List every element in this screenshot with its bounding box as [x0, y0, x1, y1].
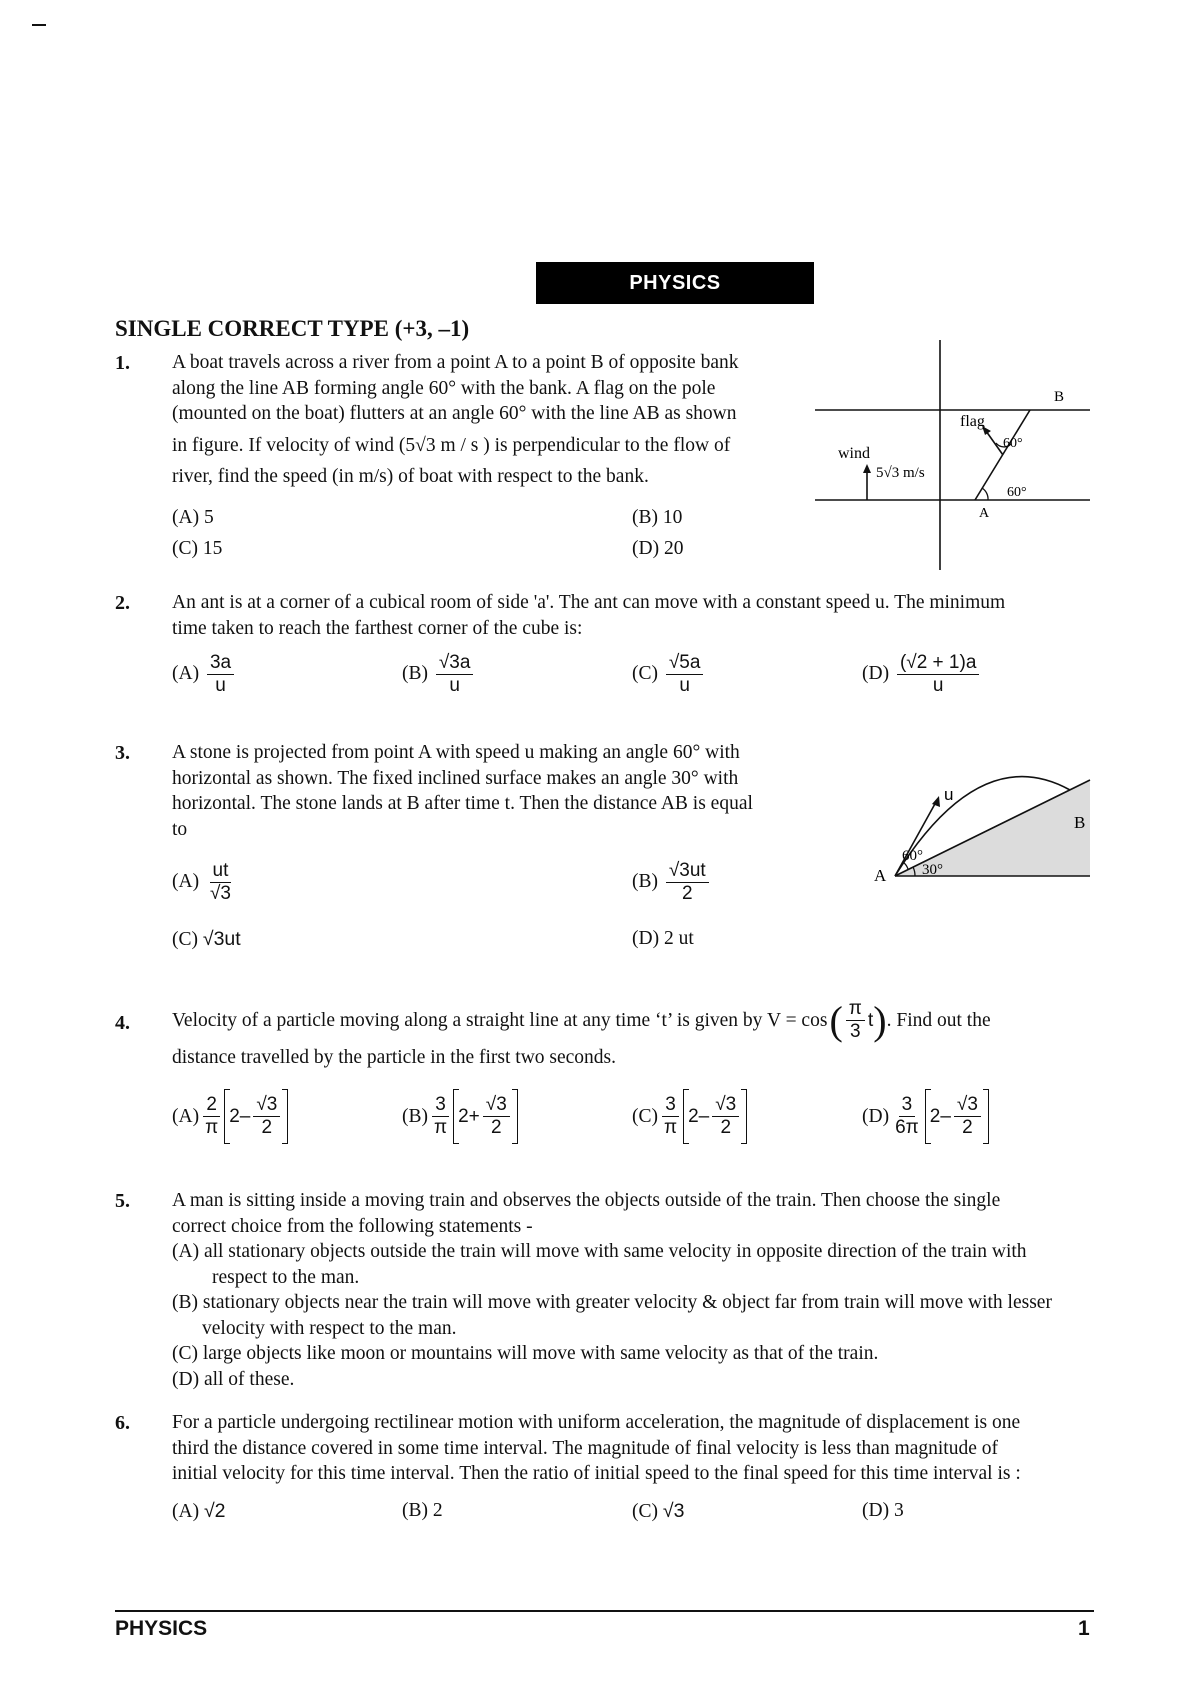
bracket-expression [925, 1090, 989, 1143]
figure-wind-label: wind [838, 445, 870, 462]
option-a[interactable]: (A) all stationary objects outside the train will move with same velocity in opposite direction of the train with [172, 1241, 1027, 1262]
bracket-expression [453, 1090, 518, 1143]
option-a-continued[interactable]: respect to the man. [212, 1266, 360, 1288]
denominator: 6π [895, 1117, 919, 1138]
figure-wind-arrowhead [863, 464, 871, 473]
option-value: 3 [893, 1500, 904, 1521]
figure-u-label: u [944, 785, 954, 804]
question-5-number: 5. [115, 1190, 130, 1212]
footer-rule [115, 1610, 1094, 1612]
figure-a-label: A [874, 866, 887, 885]
option-label: (C) [632, 662, 658, 684]
figure-flag-arrow [986, 431, 1003, 455]
denominator: π [664, 1117, 678, 1138]
question-line [172, 998, 1112, 1043]
option-a[interactable] [172, 860, 237, 905]
fraction [253, 1094, 280, 1139]
option-value: 2 ut [663, 928, 694, 949]
numerator: √3 [712, 1094, 739, 1117]
denominator: π [205, 1117, 219, 1138]
option-label: (D) [862, 1105, 890, 1127]
fraction [661, 1094, 680, 1139]
option-b[interactable] [402, 1500, 443, 1522]
question-line: to [172, 818, 188, 840]
numerator: √3 [483, 1094, 510, 1117]
option-value: 2 [432, 1500, 443, 1521]
fraction [954, 1094, 981, 1139]
denominator: 2 [962, 1117, 973, 1138]
bracket-expression [683, 1090, 747, 1143]
option-d[interactable] [862, 1090, 989, 1143]
numerator: 3 [432, 1094, 449, 1117]
figure-angle-60-label: 60° [902, 848, 923, 864]
denominator: π [434, 1117, 448, 1138]
question-line: along the line AB forming angle 60° with the bank. A flag on the pole [172, 377, 716, 399]
option-a[interactable]: (A) 5 [172, 507, 214, 528]
option-b[interactable] [402, 652, 476, 697]
option-c[interactable] [172, 928, 241, 951]
denominator: u [679, 675, 690, 696]
numerator: (√2 + 1)a [897, 652, 979, 675]
question-line: distance travelled by the particle in the first two seconds. [172, 1047, 617, 1068]
denominator: 2 [261, 1117, 273, 1138]
option-b[interactable]: (B) 10 [632, 507, 683, 528]
paren-left: ( [829, 997, 843, 1043]
fraction [436, 652, 474, 697]
option-a[interactable] [172, 1500, 226, 1523]
question-3-number: 3. [115, 742, 130, 764]
denominator: 2 [682, 883, 693, 904]
numerator: 3a [207, 652, 234, 675]
option-value: √3ut [202, 928, 241, 950]
option-label: (C) [172, 929, 198, 950]
fraction [483, 1094, 510, 1139]
figure-point-a: A [979, 506, 990, 521]
option-a[interactable] [172, 652, 237, 697]
figure-flag-label: flag [960, 413, 985, 430]
question-4-number: 4. [115, 1012, 130, 1034]
question-6-text [172, 1410, 1112, 1487]
figure-speed-label: 5√3 m/s [876, 465, 925, 481]
figure-b-label: B [1074, 813, 1086, 832]
option-label: (A) [172, 870, 200, 892]
option-c[interactable] [632, 652, 706, 697]
numerator: √3a [436, 652, 474, 675]
denominator: u [215, 675, 226, 696]
question-line-start: Velocity of a particle moving along a straight line at any time ‘t’ is given by V = cos [172, 1009, 828, 1031]
denominator: √3 [209, 883, 231, 904]
question-line: third the distance covered in some time interval. The magnitude of final velocity is less than magnitude of [172, 1437, 998, 1459]
variable-t: t [867, 1008, 874, 1031]
option-label: (D) [632, 928, 660, 949]
option-label: (D) [862, 1500, 890, 1521]
question-line: initial velocity for this time interval. Then the ratio of initial speed to the final speed for this time interval is : [172, 1463, 1021, 1484]
bracket-inner: 2+ [458, 1105, 480, 1127]
footer-subject: PHYSICS [115, 1617, 208, 1640]
denominator: u [449, 675, 460, 696]
question-2-number: 2. [115, 592, 130, 614]
option-label: (B) [402, 1105, 428, 1127]
denominator: 3 [850, 1021, 861, 1042]
option-label: (B) [402, 662, 428, 684]
fraction [666, 652, 704, 697]
page-number: 1 [1078, 1617, 1090, 1640]
denominator: u [932, 675, 944, 696]
option-label: (B) [632, 870, 658, 892]
fraction [712, 1094, 739, 1139]
option-d[interactable] [632, 928, 694, 950]
fraction [207, 860, 234, 905]
numerator: π [846, 998, 865, 1021]
denominator: 2 [720, 1117, 732, 1138]
question-2-text [172, 590, 1112, 641]
numerator: √3 [253, 1094, 280, 1117]
numerator: √3ut [666, 860, 709, 883]
figure-angle-30-label: 30° [922, 862, 943, 878]
option-label: (A) [172, 1105, 200, 1127]
fraction [846, 998, 865, 1043]
option-value: √3 [662, 1500, 685, 1522]
numerator: 3 [899, 1094, 916, 1117]
fraction [207, 652, 234, 697]
option-label: (A) [172, 662, 200, 684]
fraction [202, 1094, 221, 1139]
question-1-text [172, 350, 792, 490]
option-label: (A) [172, 1501, 200, 1522]
option-b[interactable]: (B) stationary objects near the train will move with greater velocity & object far from train will move with lesser [172, 1292, 1052, 1313]
question-line: in figure. If velocity of wind (5√3 m / s ) is perpendicular to the flow of [172, 434, 731, 456]
section-title: SINGLE CORRECT TYPE (+3, –1) [115, 316, 470, 341]
question-5-text [172, 1188, 1112, 1392]
numerator: √3 [954, 1094, 981, 1117]
option-b[interactable] [402, 1090, 518, 1143]
question-line: A stone is projected from point A with speed u making an angle 60° with [172, 742, 740, 763]
option-c[interactable] [632, 1500, 684, 1523]
river-boat-figure [810, 335, 1100, 575]
numerator: 2 [203, 1094, 220, 1117]
denominator: 2 [490, 1117, 502, 1138]
option-b[interactable] [632, 860, 712, 905]
corner-dash [32, 24, 46, 26]
question-line: horizontal. The stone lands at B after time t. Then the distance AB is equal [172, 793, 753, 814]
option-label: (C) [632, 1105, 658, 1127]
option-d[interactable] [862, 1500, 904, 1522]
figure-angle-flag-label: 60° [1003, 436, 1023, 451]
question-line-end: . Find out the [886, 1009, 991, 1031]
question-line: time taken to reach the farthest corner of the cube is: [172, 617, 583, 639]
question-6-number: 6. [115, 1412, 130, 1434]
question-4-text [172, 998, 1112, 1071]
question-line: For a particle undergoing rectilinear motion with uniform acceleration, the magnitude of displacement is one [172, 1412, 1021, 1433]
question-line: correct choice from the following statements - [172, 1215, 533, 1237]
bracket-expression [224, 1090, 288, 1143]
option-a[interactable] [172, 1090, 288, 1143]
figure-angle-arc-bank [982, 488, 988, 500]
option-d[interactable] [862, 652, 982, 697]
option-c[interactable] [632, 1090, 747, 1143]
question-line: A boat travels across a river from a point A to a point B of opposite bank [172, 352, 739, 373]
option-label: (C) [632, 1501, 658, 1522]
fraction [666, 860, 709, 905]
option-c[interactable]: (C) 15 [172, 538, 223, 559]
option-c[interactable]: (C) large objects like moon or mountains will move with same velocity as that of the train. [172, 1343, 879, 1364]
bracket-inner: 2– [229, 1105, 251, 1127]
fraction [892, 1094, 922, 1139]
question-3-text [172, 740, 822, 842]
question-line: An ant is at a corner of a cubical room of side 'a'. The ant can move with a constant speed u. The minimum [172, 592, 1006, 613]
question-line: river, find the speed (in m/s) of boat with respect to the bank. [172, 466, 649, 487]
question-line: A man is sitting inside a moving train and observes the objects outside of the train. Then choose the single [172, 1190, 1001, 1211]
fraction [897, 652, 979, 697]
question-line: horizontal as shown. The fixed inclined surface makes an angle 30° with [172, 767, 739, 789]
option-d[interactable]: (D) 20 [632, 538, 684, 559]
paren-right: ) [873, 997, 887, 1043]
question-1-number: 1. [115, 352, 130, 374]
option-b-continued[interactable]: velocity with respect to the man. [202, 1317, 457, 1339]
bracket-inner: 2– [929, 1105, 951, 1127]
bracket-inner: 2– [688, 1105, 710, 1127]
figure-point-b: B [1054, 389, 1065, 405]
question-line: (mounted on the boat) flutters at an angle 60° with the line AB as shown [172, 403, 737, 424]
numerator: ut [210, 860, 232, 883]
numerator: √5a [666, 652, 704, 675]
option-label: (B) [402, 1500, 428, 1521]
numerator: 3 [662, 1094, 679, 1117]
projectile-incline-figure [840, 760, 1100, 890]
option-label: (D) [862, 662, 890, 684]
option-value: √2 [203, 1500, 226, 1522]
option-d[interactable]: (D) all of these. [172, 1368, 295, 1390]
figure-angle-bank-label: 60° [1007, 485, 1027, 500]
subject-header: PHYSICS [536, 262, 814, 304]
fraction [431, 1094, 450, 1139]
figure-velocity-arrowhead [932, 796, 940, 807]
